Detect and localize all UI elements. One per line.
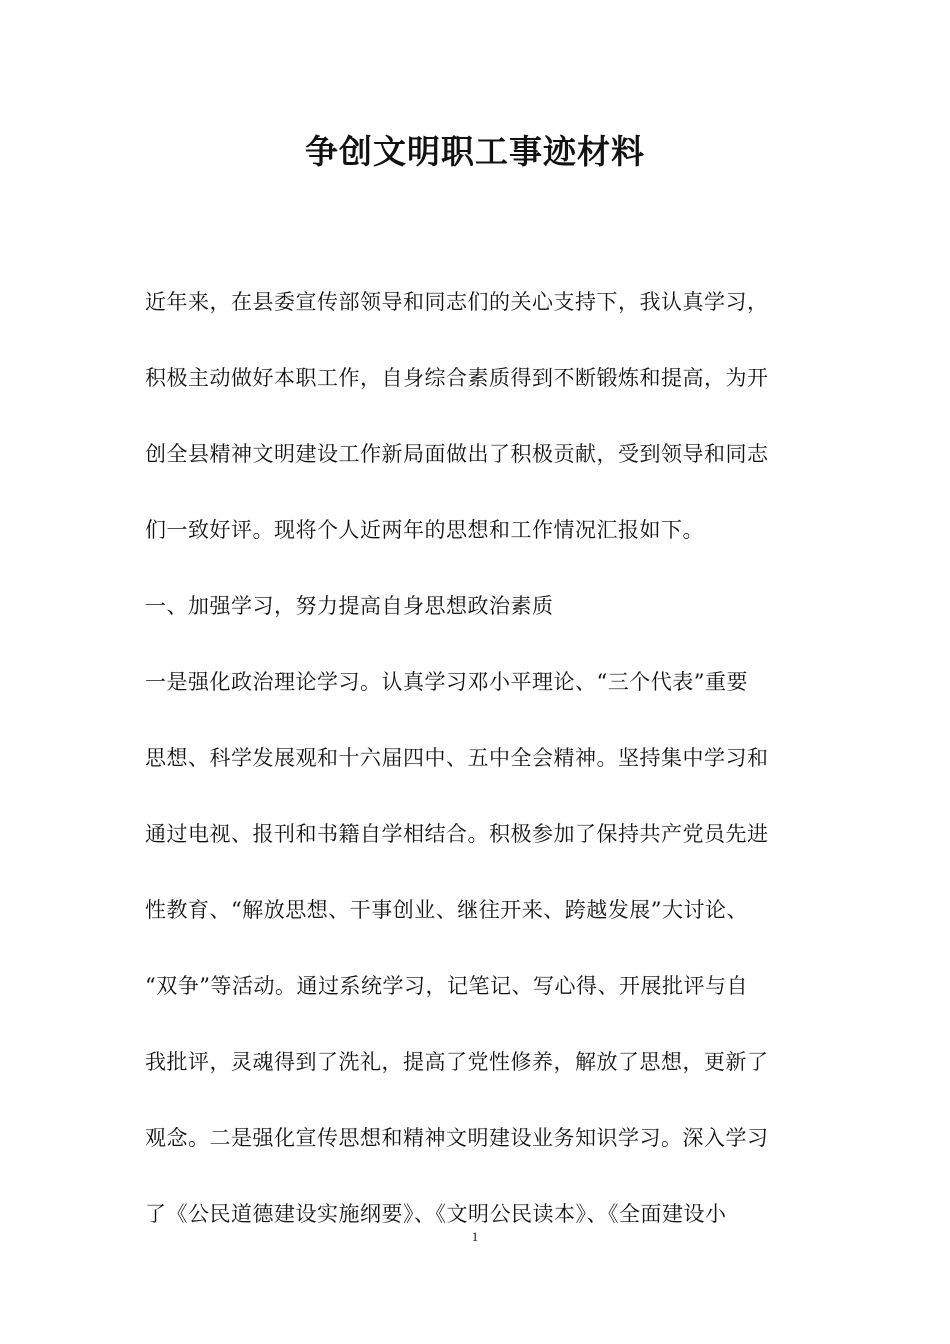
body-line: 一是强化政治理论学习。认真学习邓小平理论、“三个代表”重要 xyxy=(145,670,748,694)
body-line: 我批评，灵魂得到了洗礼，提高了党性修养，解放了思想，更新了 xyxy=(145,1050,769,1074)
body-line: 思想、科学发展观和十六届四中、五中全会精神。坚持集中学习和 xyxy=(145,746,769,770)
body-line: 通过电视、报刊和书籍自学相结合。积极参加了保持共产党员先进 xyxy=(145,822,769,846)
body-line: 创全县精神文明建设工作新局面做出了积极贡献，受到领导和同志 xyxy=(145,442,769,466)
section-heading: 一、加强学习，努力提高自身思想政治素质 xyxy=(145,594,554,618)
body-line: 了《公民道德建设实施纲要》、《文明公民读本》、《全面建设小 xyxy=(145,1202,727,1226)
body-line: 们一致好评。现将个人近两年的思想和工作情况汇报如下。 xyxy=(145,518,704,542)
page-number: 1 xyxy=(471,1229,479,1244)
body-line: 观念。二是强化宣传思想和精神文明建设业务知识学习。深入学习 xyxy=(145,1126,769,1150)
body-line: 积极主动做好本职工作，自身综合素质得到不断锻炼和提高，为开 xyxy=(145,366,769,390)
body-line: 性教育、“解放思想、干事创业、继往开来、跨越发展”大讨论、 xyxy=(145,898,748,922)
body-line: “双争”等活动。通过系统学习，记笔记、写心得、开展批评与自 xyxy=(145,974,748,998)
document-title: 争创文明职工事迹材料 xyxy=(305,132,645,171)
document-body xyxy=(145,278,805,1266)
body-line: 近年来，在县委宣传部领导和同志们的关心支持下，我认真学习， xyxy=(145,290,769,314)
